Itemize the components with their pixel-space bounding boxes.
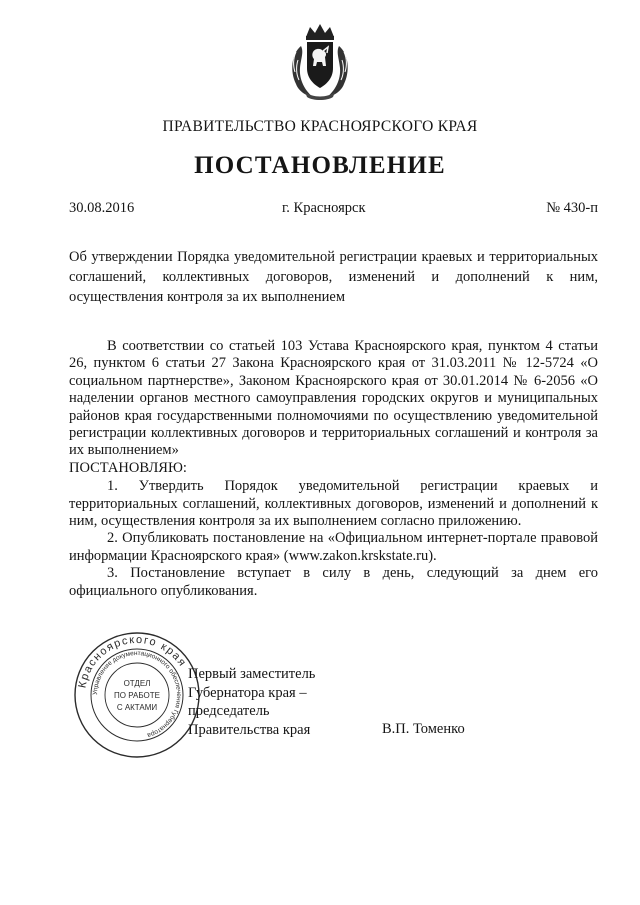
coat-of-arms-icon — [287, 22, 353, 102]
signer-name: В.П. Томенко — [382, 721, 465, 737]
stamp-outer-text: Красноярского края — [76, 633, 189, 690]
signer-position-line-3: председатель — [188, 703, 270, 720]
organization-title: ПРАВИТЕЛЬСТВО КРАСНОЯРСКОГО КРАЯ — [162, 118, 478, 135]
stamp-center-line-3: С АКТАМИ — [116, 703, 158, 712]
signature-block — [188, 665, 315, 740]
stamp-inner-ring-text: Управление документационного обеспечения Губернатора — [91, 649, 183, 739]
document-subject: Об утверждении Порядка уведомительной регистрации краевых и территориальных соглашений, коллективных договоров, изменений и дополнений к ним, осуществления контроля за их выполнением — [69, 249, 598, 305]
preamble-paragraph: В соответствии со статьей 103 Устава Красноярского края, пунктом 4 статьи 26, пунктом 6 статьи 27 Закона Красноярского края от 31.03.2011 № 12-5724 «О социальном партнерстве», Законом Красноярского края от 30.01.2014 № 6-2056 «О наделении органов местного самоуправления городских округов и муниципальных районов края государственными полномочиями по осуществлению уведомительной регистрации коллективных договоров и территориальных соглашений и контроля за их выполнением» — [69, 338, 598, 459]
stamp-center-line-2: ПО РАБОТЕ — [114, 691, 160, 700]
document-number: № 430-п — [546, 200, 598, 216]
document-date: 30.08.2016 — [69, 200, 135, 216]
official-stamp — [72, 630, 202, 760]
signer-position-line-1: Первый заместитель — [188, 666, 316, 682]
document-type-title: ПОСТАНОВЛЕНИЕ — [194, 152, 446, 179]
signer-position-line-2: Губернатора края – — [188, 684, 307, 701]
stamp-center-line-1: ОТДЕЛ — [123, 679, 151, 688]
decree-items — [69, 478, 598, 600]
document-city: г. Красноярск — [282, 200, 366, 216]
decree-item-1: 1. Утвердить Порядок уведомительной регистрации краевых и территориальных соглашений, коллективных договоров, изменений и дополнений к ним, осуществления контроля за их выполнением согласно приложению. — [69, 478, 598, 530]
signer-position-line-4: Правительства края — [188, 722, 311, 739]
document-body — [69, 338, 598, 600]
decree-item-2: 2. Опубликовать постановление на «Официальном интернет-портале правовой информации Красноярского края» (www.zakon.krskstate.ru). — [69, 530, 598, 564]
decree-word: ПОСТАНОВЛЯЮ: — [69, 459, 187, 476]
decree-item-3: 3. Постановление вступает в силу в день, следующий за днем его официального опубликования. — [69, 565, 598, 599]
